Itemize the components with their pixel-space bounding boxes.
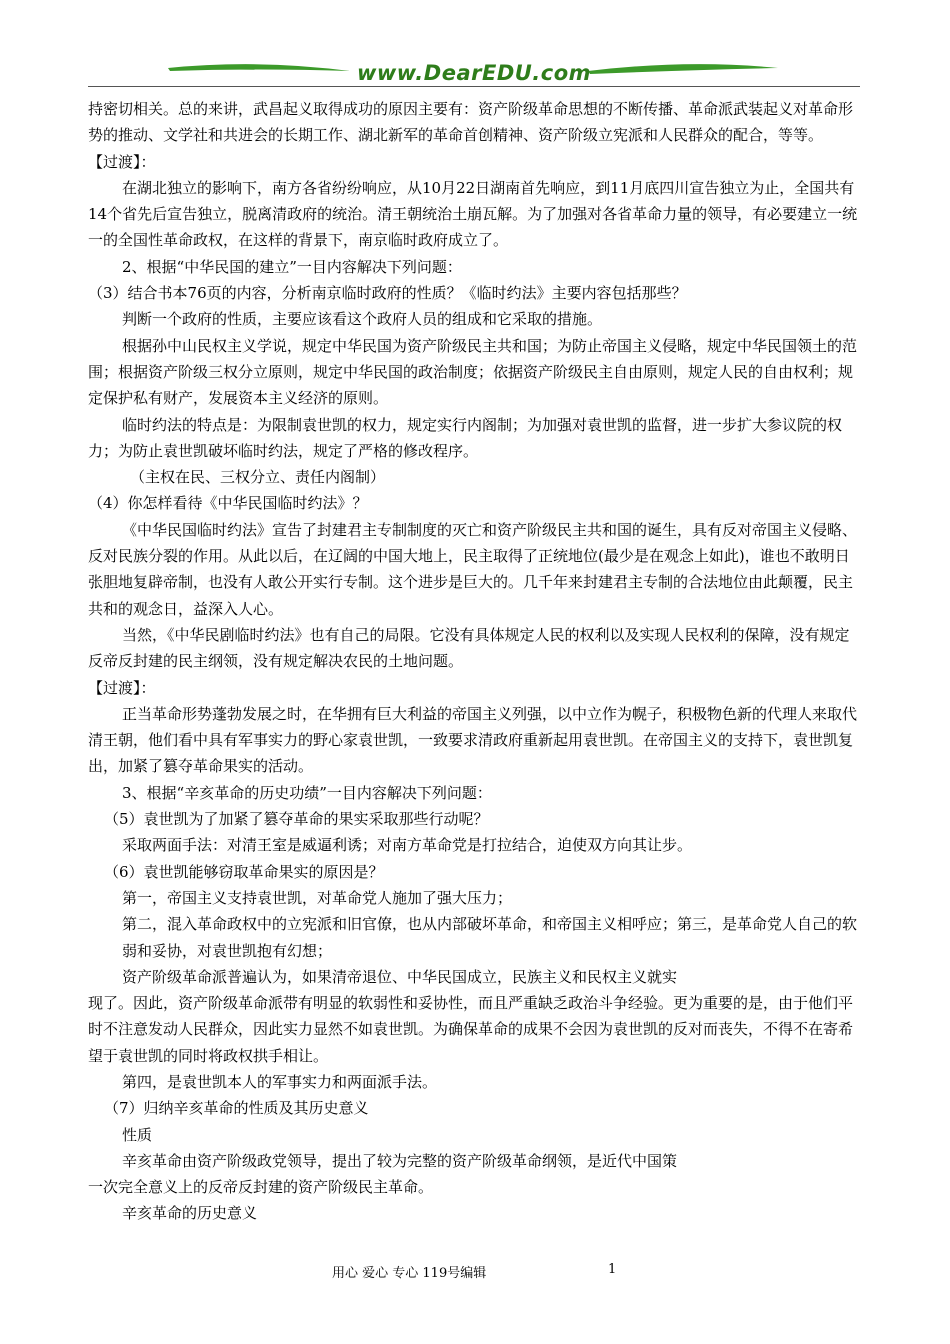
paragraph: 第二，混入革命政权中的立宪派和旧官僚，也从内部破坏革命，和帝国主义相呼应；第三，是革命党人自己的软弱和妥协，对袁世凯抱有幻想； xyxy=(122,915,858,960)
paragraph: 采取两面手法：对清王室是威逼利诱；对南方革命党是打拉结合，迫使双方向其让步。 xyxy=(122,836,693,855)
question: （5）袁世凯为了加紧了篡夺革命的果实采取那些行动呢？ xyxy=(104,810,489,829)
paragraph: 正当革命形势蓬勃发展之时，在华拥有巨大利益的帝国主义列强，以中立作为幌子，积极物色新的代理人来取代清王朝，他们看中具有军事实力的野心家袁世凯，一致要求清政府重新起用袁世凯。在帝国主义的支持下，袁世凯复出，加紧了篡夺革命果实的活动。 xyxy=(88,704,858,776)
question-heading: 2、根据“中华民国的建立”一目内容解决下列问题： xyxy=(122,257,462,276)
transition-label: 【过渡】： xyxy=(88,152,156,171)
summary-note: （主权在民、三权分立、责任内阁制） xyxy=(130,468,386,487)
paragraph: 现了。因此，资产阶级革命派带有明显的软弱性和妥协性，而且严重缺乏政治斗争经验。更为重要的是，由于他们平时不注意发动人民群众，因此实力显然不如袁世凯。为确保革命的成果不会因为袁世凯的反对而丧失，不得不在寄希望于袁世凯的同时将政权拱手相让。 xyxy=(88,994,854,1065)
page-footer xyxy=(0,1262,950,1282)
paragraph: 根据孙中山民权主义学说，规定中华民国为资产阶级民主共和国；为防止帝国主义侵略，规定中华民国领土的范围；根据资产阶级三权分立原则，规定中华民国的政治制度；依据资产阶级民主自由原则，规定人民的自由权利；规定保护私有财产，发展资本主义经济的原则。 xyxy=(88,336,858,408)
subheading: 辛亥革命的历史意义 xyxy=(122,1204,258,1223)
paragraph: 当然，《中华民剧临时约法》也有自己的局限。它没有具体规定人民的权利以及实现人民权利的保障，没有规定反帝反封建的民主纲领，没有规定解决农民的土地问题。 xyxy=(88,625,850,671)
paragraph: 第一，帝国主义支持袁世凯，对革命党人施加了强大压力； xyxy=(122,888,513,907)
footer-text: 用心 爱心 专心 119号编辑 xyxy=(332,1266,487,1281)
page-header xyxy=(88,58,860,94)
question: （6）袁世凯能够窃取革命果实的原因是？ xyxy=(104,862,384,881)
paragraph: 临时约法的特点是：为限制袁世凯的权力，规定实行内阁制；为加强对袁世凯的监督，进一步扩大参议院的权力；为防止袁世凯破坏临时约法，规定了严格的修改程序。 xyxy=(88,415,843,460)
transition-label: 【过渡】： xyxy=(88,678,156,697)
document-body xyxy=(88,96,863,1227)
subheading: 性质 xyxy=(122,1125,153,1144)
paragraph: 第四，是袁世凯本人的军事实力和两面派手法。 xyxy=(122,1072,438,1091)
site-logo-text: www.DearEDU.com xyxy=(356,61,592,85)
paragraph: 辛亥革命由资产阶级政党领导，提出了较为完整的资产阶级革命纲领，是近代中国策 xyxy=(122,1151,678,1170)
paragraph: 一次完全意义上的反帝反封建的资产阶级民主革命。 xyxy=(88,1178,434,1197)
question: （7）归纳辛亥革命的性质及其历史意义 xyxy=(104,1099,369,1118)
paragraph: 资产阶级革命派普遍认为，如果清帝退位、中华民国成立，民族主义和民权主义就实 xyxy=(122,967,678,986)
header-rule xyxy=(88,86,860,87)
paragraph: 《中华民国临时约法》宣告了封建君主专制制度的灭亡和资产阶级民主共和国的诞生，具有反对帝国主义侵略、反对民族分裂的作用。从此以后，在辽阔的中国大地上，民主取得了正统地位(最少是在观念上如此)，谁也不敢明日张胆地复辟帝制，也没有人敢公开实行专制。这个进步是巨大的。几千年来封建君主专制的合法地位由此颠覆，民主共和的观念日，益深入人心。 xyxy=(88,520,858,618)
paragraph: 判断一个政府的性质，主要应该看这个政府人员的组成和它采取的措施。 xyxy=(122,310,603,329)
question-heading: 3、根据“辛亥革命的历史功绩”一目内容解决下列问题： xyxy=(122,783,492,802)
paragraph: 持密切相关。总的来讲，武昌起义取得成功的原因主要有：资产阶级革命思想的不断传播、革命派武装起义对革命形势的推动、文学社和共进会的长期工作、湖北新军的革命首创精神、资产阶级立宪派和人民群众的配合，等等。 xyxy=(88,100,854,145)
question: （3）结合书本76页的内容，分析南京临时政府的性质？《临时约法》主要内容包括那些？ xyxy=(88,284,687,303)
page-number: 1 xyxy=(608,1262,617,1277)
paragraph: 在湖北独立的影响下，南方各省纷纷响应，从10月22日湖南首先响应，到11月底四川宣告独立为止，全国共有14个省先后宣告独立，脱离清政府的统治。清王朝统治土崩瓦解。为了加强对各省革命力量的领导，有必要建立一统一的全国性革命政权，在这样的背景下，南京临时政府成立了。 xyxy=(88,178,858,250)
question: （4）你怎样看待《中华民国临时约法》？ xyxy=(88,494,368,513)
